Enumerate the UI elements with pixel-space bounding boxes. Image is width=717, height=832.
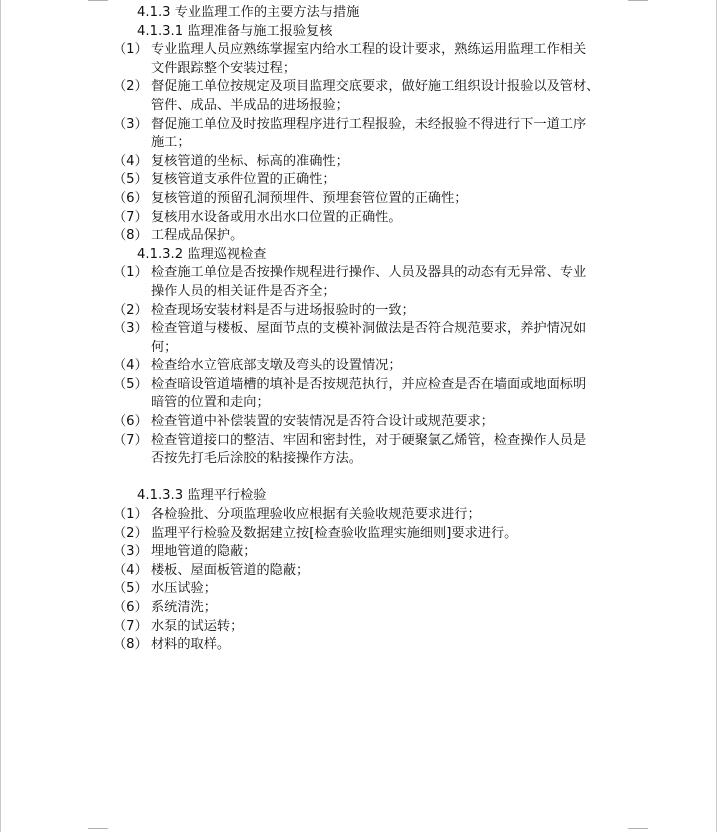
subsection-heading: 4.1.3.3 监理平行检验 [137,488,267,504]
item-text-continued: 施工； [151,135,191,151]
item-text-continued: 操作人员的相关证件是否齐全； [151,283,336,299]
item-text-continued: 文件跟踪整个安装过程； [151,60,297,76]
crop-mark [88,0,108,1]
item-number: （8） [113,228,148,244]
item-text: 材料的取样。 [151,637,231,653]
list-item [0,302,717,321]
text-line [0,394,717,413]
list-item [0,580,717,599]
item-text: 检查管道与楼板、屋面节点的支模补洞做法是否符合规范要求，养护情况如 [151,321,587,337]
item-text: 复核管道的坐标、标高的准确性； [151,153,349,169]
list-item [0,264,717,283]
item-text: 水压试验； [151,581,217,597]
item-number: （3） [113,321,148,337]
item-number: （1） [113,42,148,58]
section-heading: 4.1.3 专业监理工作的主要方法与措施 [137,5,360,20]
item-text-continued: 管件、成品、半成品的进场报验； [151,97,349,113]
text-line [0,450,717,469]
item-text: 检查现场安装材料是否与进场报验时的一致； [151,302,415,318]
item-number: （5） [113,376,148,392]
item-text: 楼板、屋面板管道的隐蔽； [151,562,310,578]
item-number: （5） [113,581,148,597]
item-text: 复核管道的预留孔洞预埋件、预埋套管位置的正确性； [151,190,468,206]
list-item [0,190,717,209]
item-number: （6） [113,190,148,206]
item-number: （6） [113,414,148,430]
crop-mark [628,0,648,1]
list-item [0,320,717,339]
item-number: （7） [113,618,148,634]
item-number: （3） [113,116,148,132]
crop-mark [628,828,648,829]
item-number: （1） [113,507,148,523]
item-number: （5） [113,172,148,188]
list-item [0,376,717,395]
list-item [0,41,717,60]
item-number: （6） [113,600,148,615]
item-text: 检查管道接口的整洁、牢固和密封性，对于硬聚氯乙烯管，检查操作人员是 [151,432,587,448]
text-line [0,339,717,358]
item-text: 各检验批、分项监理验收应根据有关验收规范要求进行； [151,507,481,523]
subsection-heading: 4.1.3.1 监理准备与施工报验复核 [137,23,333,39]
item-number: （3） [113,544,148,560]
item-number: （8） [113,637,148,653]
crop-mark [88,828,108,829]
list-item [0,78,717,97]
item-text: 专业监理人员应熟练掌握室内给水工程的设计要求，熟练运用监理工作相关 [151,42,587,58]
text-line [0,283,717,302]
blank-line [0,469,717,488]
list-item [0,562,717,581]
list-item [0,599,717,618]
subsection-heading: 4.1.3.2 监理巡视检查 [137,246,267,262]
list-item [0,413,717,432]
item-text: 检查给水立管底部支墩及弯头的设置情况； [151,358,402,374]
item-text-continued: 暗管的位置和走向； [151,395,270,411]
item-text: 检查施工单位是否按操作规程进行操作、人员及器具的动态有无异常、专业 [151,265,587,281]
item-number: （7） [113,209,148,225]
document-body [0,4,717,655]
list-item [0,525,717,544]
item-text: 复核用水设备或用水出水口位置的正确性。 [151,209,402,225]
item-text: 监理平行检验及数据建立按[检查验收监理实施细则]要求进行。 [151,525,518,541]
item-number: （2） [113,79,148,95]
list-item [0,227,717,246]
text-line [0,97,717,116]
item-number: （4） [113,153,148,169]
list-item [0,636,717,655]
item-number: （4） [113,562,148,578]
list-item [0,506,717,525]
item-text: 系统清洗； [151,600,217,615]
item-text: 水泵的试运转； [151,618,244,634]
item-number: （1） [113,265,148,281]
item-text: 复核管道支承件位置的正确性； [151,172,336,188]
text-line [0,134,717,153]
list-item [0,171,717,190]
item-text: 督促施工单位按规定及项目监理交底要求，做好施工组织设计报验以及管材、 [151,79,600,95]
list-item [0,543,717,562]
item-text-continued: 否按先打毛后涂胶的粘接操作方法。 [151,451,362,467]
item-text: 检查暗设管道墙槽的填补是否按规范执行，并应检查是否在墙面或地面标明 [151,376,587,392]
list-item [0,357,717,376]
list-item [0,432,717,451]
item-text: 检查管道中补偿装置的安装情况是否符合设计或规范要求； [151,414,494,430]
item-number: （2） [113,525,148,541]
list-item [0,618,717,637]
list-item [0,209,717,228]
item-text: 埋地管道的隐蔽； [151,544,257,560]
item-number: （7） [113,432,148,448]
item-number: （2） [113,302,148,318]
item-text: 工程成品保护。 [151,228,244,244]
item-number: （4） [113,358,148,374]
item-text-continued: 何； [151,339,178,355]
list-item [0,153,717,172]
text-line [0,60,717,79]
list-item [0,116,717,135]
item-text: 督促施工单位及时按监理程序进行工程报验，未经报验不得进行下一道工序 [151,116,587,132]
